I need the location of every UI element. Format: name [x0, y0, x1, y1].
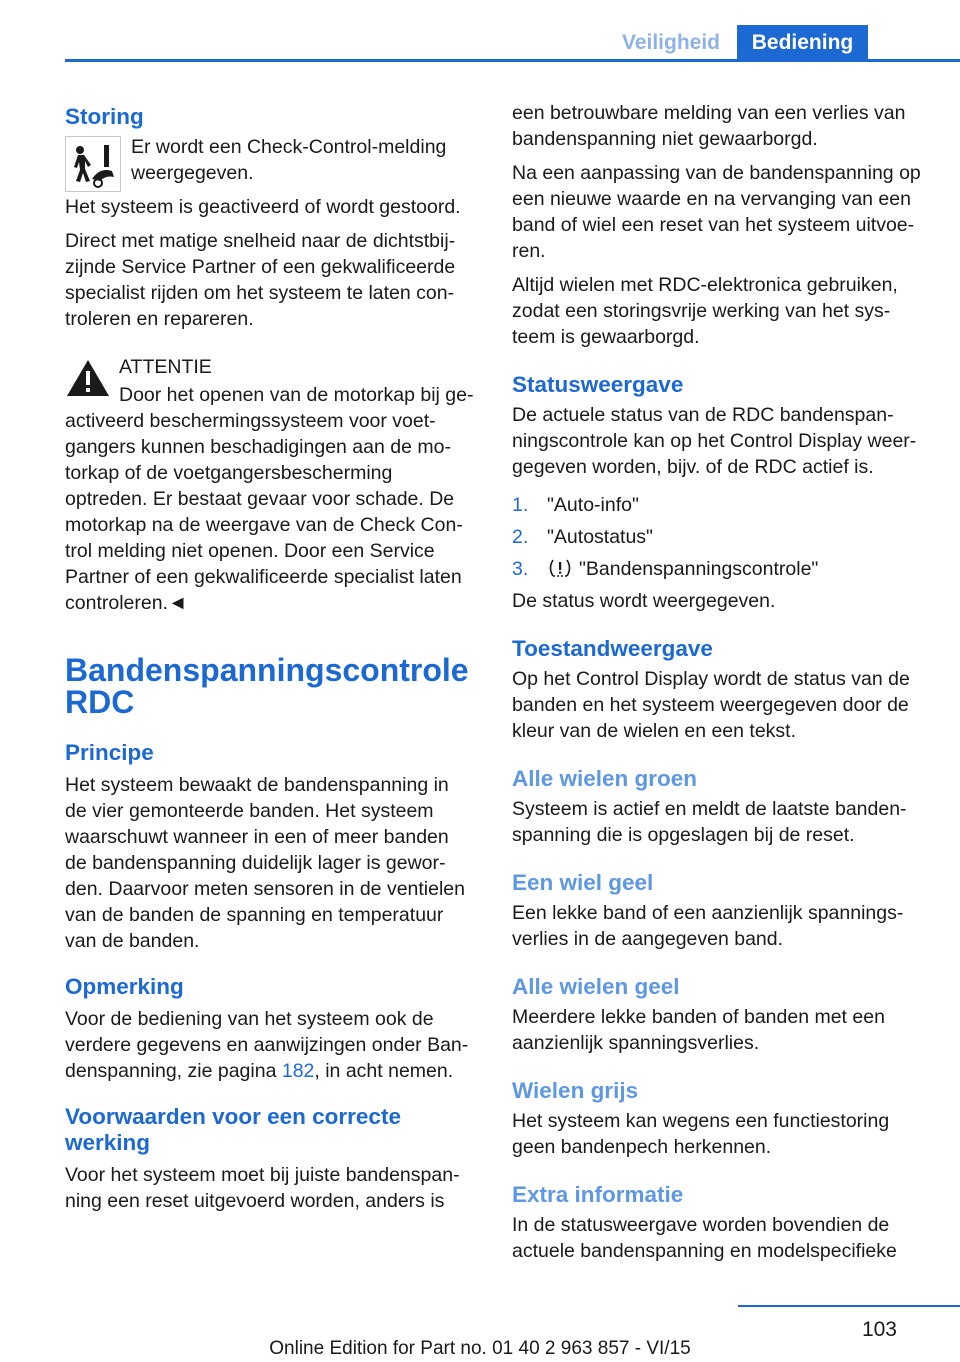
attention-block: [65, 354, 475, 616]
step-1-label: "Auto-info": [547, 494, 639, 516]
toestandweergave-heading: Toestandweergave: [512, 636, 713, 661]
continuation-1: een betrouwbare melding van een verlies van bandenspanning niet gewaarborgd.: [512, 102, 906, 150]
opmerking-text: [65, 1006, 475, 1084]
opmerking-text-before: Voor de bediening van het systeem ook de verdere gegevens en aanwijzingen onder Ban-denspanning, zie pagina: [65, 1008, 469, 1082]
step-3-number: 3.: [512, 558, 529, 580]
step-3-label: "Bandenspanningscontrole": [579, 558, 819, 580]
opmerking-text-after: , in acht nemen.: [314, 1060, 454, 1082]
principe-text: Het systeem bewaakt de bandenspanning in de vier gemonteerde banden. Het systeem waarschuwt wanneer in een of meer banden de bandenspanning duidelijk lager is gewor-den. Daarvoor meten sensoren in de ventielen van de banden de spanning en temperatuur van de banden.: [65, 774, 465, 952]
tire-pressure-icon: [547, 558, 573, 578]
page-number: 103: [861, 1318, 897, 1341]
alle-groen-heading: Alle wielen groen: [512, 766, 698, 791]
principe-heading: Principe: [65, 740, 154, 765]
alle-geel-text: Meerdere lekke banden of banden met een aanzienlijk spanningsverlies.: [512, 1006, 885, 1054]
edition-footer: Online Edition for Part no. 01 40 2 963 857 - VI/15: [269, 1338, 691, 1359]
step-2-label: "Autostatus": [547, 526, 653, 548]
grijs-heading: Wielen grijs: [512, 1078, 639, 1103]
pedestrian-warning-icon: [65, 136, 121, 192]
continuation-3: Altijd wielen met RDC-elektronica gebruiken, zodat een storingsvrije werking van het sys-teem is gewaarborgd.: [512, 274, 898, 348]
step-2: [512, 524, 932, 550]
voorwaarden-text: Voor het systeem moet bij juiste bandenspan-ning een reset uitgevoerd worden, anders is: [65, 1164, 460, 1212]
warning-triangle-icon: [65, 358, 111, 398]
extra-heading: Extra informatie: [512, 1182, 684, 1207]
storing-line1: Er wordt een Check-Control-melding weergegeven.: [131, 136, 447, 184]
statusweergave-text: De actuele status van de RDC bandenspan-ningscontrole kan op het Control Display weer-gegeven worden, bijv. of de RDC actief is.: [512, 404, 917, 478]
storing-heading: Storing: [65, 104, 144, 129]
alle-geel-heading: Alle wielen geel: [512, 974, 680, 999]
storing-block: [65, 134, 475, 228]
left-column: [65, 100, 475, 1222]
grijs-text: Het systeem kan wegens een functiestoring geen bandenpech herkennen.: [512, 1110, 890, 1158]
attention-label: ATTENTIE: [119, 356, 212, 378]
tab-bediening[interactable]: Bediening: [737, 25, 868, 62]
statusweergave-heading: Statusweergave: [512, 372, 684, 397]
storing-line2: Het systeem is geactiveerd of wordt gestoord.: [65, 196, 461, 218]
rdc-title-line1: Bandenspanningscontrole: [65, 652, 469, 688]
statusweergave-steps: [512, 492, 932, 582]
opmerking-heading: Opmerking: [65, 974, 184, 999]
storing-paragraph: Direct met matige snelheid naar de dichtstbij-zijnde Service Partner of een gekwalificeerde specialist rijden om het systeem te laten con-troleren en repareren.: [65, 230, 456, 330]
footer-rule: [738, 1305, 960, 1307]
step-1: [512, 492, 932, 518]
tab-veiligheid[interactable]: Veiligheid: [621, 31, 721, 54]
rdc-title: [65, 654, 475, 718]
attention-text: Door het openen van de motorkap bij ge-activeerd beschermingssysteem voor voet-gangers kunnen beschadigingen aan de mo-torkap of de voetgangersbescherming optreden. Er bestaat gevaar voor schade. De motorkap na de weergave van de Check Con-trol melding niet openen. Door een Service Partner of een gekwalificeerde specialist laten controleren.◄: [65, 384, 474, 614]
een-geel-heading: Een wiel geel: [512, 870, 654, 895]
alle-groen-text: Systeem is actief en meldt de laatste banden-spanning die is opgeslagen bij de reset.: [512, 798, 907, 846]
extra-text: In de statusweergave worden bovendien de actuele bandenspanning en modelspecifieke: [512, 1214, 897, 1262]
continuation-2: Na een aanpassing van de bandenspanning op een nieuwe waarde en na vervanging van een band of wiel een reset van het systeem uitvoe-ren.: [512, 162, 921, 262]
status-displayed: De status wordt weergegeven.: [512, 590, 776, 612]
een-geel-text: Een lekke band of een aanzienlijk spannings-verlies in de aangegeven band.: [512, 902, 904, 950]
voorwaarden-heading: Voorwaarden voor een correcte werking: [65, 1104, 401, 1155]
step-2-number: 2.: [512, 526, 529, 548]
toestandweergave-text: Op het Control Display wordt de status van de banden en het systeem weergegeven door de kleur van de wielen en een tekst.: [512, 668, 910, 742]
page-link-182[interactable]: 182: [281, 1060, 315, 1082]
step-1-number: 1.: [512, 494, 529, 516]
step-3: [512, 556, 932, 582]
right-column: [512, 100, 932, 1272]
rdc-title-line2: RDC: [65, 684, 135, 720]
